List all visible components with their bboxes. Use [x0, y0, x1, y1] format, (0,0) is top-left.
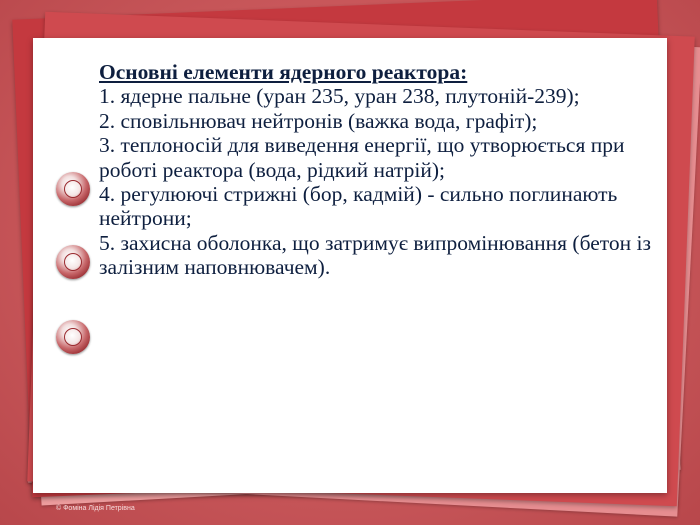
- list-item: 3. теплоносій для виведення енергії, що утворюється при роботі реактора (вода, рідкий натрій);: [99, 133, 625, 182]
- list-item: 4. регулюючі стрижні (бор, кадмій) - сильно поглинають нейтрони;: [99, 182, 618, 231]
- copyright-text: © Фоміна Лідія Петрівна: [56, 505, 135, 512]
- list-item: 5. захисна оболонка, що затримує випромінювання (бетон із залізним наповнювачем).: [99, 230, 651, 280]
- list-item: 2. сповільнювач нейтронів (важка вода, графіт);: [99, 108, 538, 133]
- list-item: 1. ядерне пальне (уран 235, уран 238, плутоній-239);: [99, 84, 580, 109]
- slide-heading: Основні елементи ядерного реактора:: [99, 60, 468, 84]
- ring-bullet-icon: [56, 172, 90, 206]
- ring-bullet-icon: [56, 245, 90, 279]
- ring-bullet-icon: [56, 320, 90, 354]
- slide-text: [99, 60, 659, 280]
